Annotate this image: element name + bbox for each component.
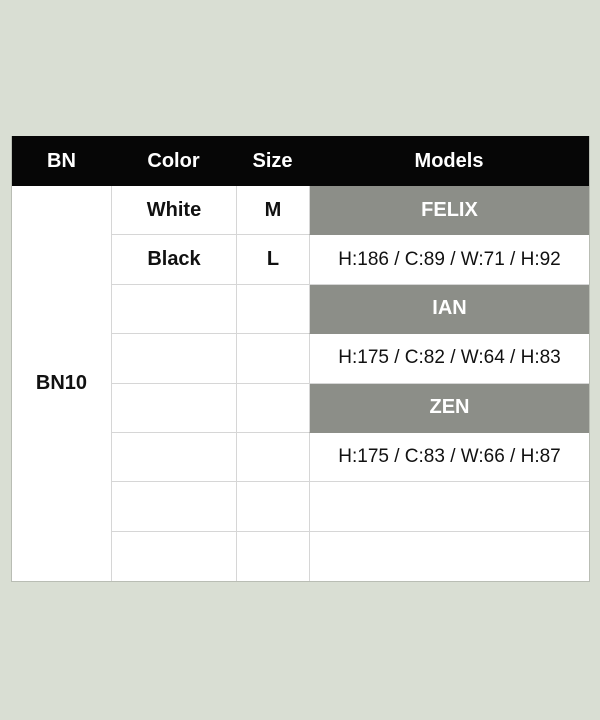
bn-merged-cell: BN10: [35, 372, 88, 395]
color-cell: [111, 285, 236, 334]
header-cell-size: Size: [236, 136, 309, 186]
header-cell-models: Models: [309, 136, 589, 186]
size-cell: [236, 482, 309, 531]
model-cell: [309, 532, 589, 581]
size-cell: M: [236, 186, 309, 235]
measurements-cell: H:175 / C:83 / W:66 / H:87: [309, 433, 589, 482]
model-band-cell: ZEN: [309, 384, 589, 433]
measurements-cell: H:175 / C:82 / W:64 / H:83: [309, 334, 589, 383]
color-cell: Black: [111, 235, 236, 284]
color-cell: [111, 532, 236, 581]
header-cell-color: Color: [111, 136, 236, 186]
size-chart-table: [11, 136, 590, 582]
model-band-cell: IAN: [309, 285, 589, 334]
color-cell: White: [111, 186, 236, 235]
color-cell: [111, 384, 236, 433]
size-cell: [236, 433, 309, 482]
size-cell: [236, 285, 309, 334]
header-cell-bn: BN: [12, 136, 111, 186]
size-cell: [236, 532, 309, 581]
model-cell: [309, 482, 589, 531]
measurements-cell: H:186 / C:89 / W:71 / H:92: [309, 235, 589, 284]
size-cell: [236, 384, 309, 433]
color-cell: [111, 334, 236, 383]
size-cell: L: [236, 235, 309, 284]
model-band-cell: FELIX: [309, 186, 589, 235]
color-cell: [111, 482, 236, 531]
color-cell: [111, 433, 236, 482]
size-cell: [236, 334, 309, 383]
